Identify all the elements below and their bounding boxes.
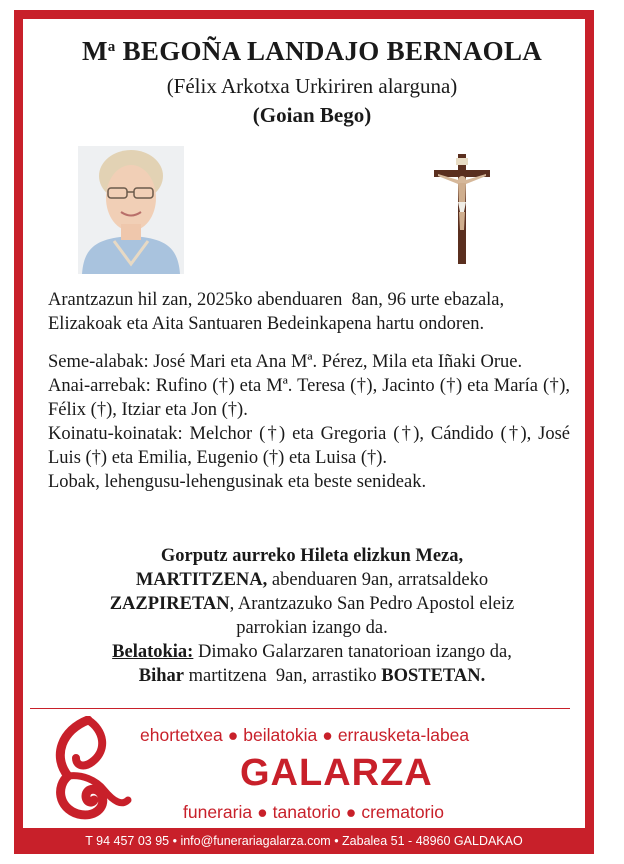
brand-name: GALARZA <box>240 752 433 794</box>
death-notice-line-1: Arantzazun hil zan, 2025ko abenduaren 8an, 96 urte ebazala, <box>48 290 505 310</box>
divider-line <box>30 708 570 709</box>
mass-line-4: parrokian izango da. <box>236 618 388 638</box>
wake-line: Belatokia: Dimako Galarzaren tanatorioan izango da, <box>112 642 512 662</box>
wake-time-line: Bihar martitzena 9an, arrastiko BOSTETAN. <box>138 666 486 686</box>
mass-line-1: Gorputz aurreko Hileta elizkun Meza, <box>160 546 464 566</box>
portrait-photo <box>78 146 184 274</box>
widow-of-line: (Félix Arkotxa Urkiriren alarguna) <box>166 74 458 98</box>
deceased-name: $M^a$ BEGOÑA LANDAJO BERNAOLA <box>81 36 543 66</box>
mass-line-3: ZAZPIRETAN, Arantzazuko San Pedro Apostol eleiz <box>109 594 515 614</box>
family-list <box>48 350 570 494</box>
contact-footer: T 94 457 03 95 • info@funerariagalarza.com • Zabalea 51 - 48960 GALDAKAO <box>14 828 594 854</box>
services-top: ehortetxea ● beilatokia ● errausketa-labea <box>140 725 470 745</box>
galarza-logo-icon <box>48 716 132 829</box>
mass-line-2: MARTITZENA, abenduaren 9an, arratsaldeko <box>135 570 489 590</box>
other-relatives-line: Lobak, lehengusu-lehengusinak eta beste senideak. <box>48 472 427 492</box>
in-laws-line: Koinatu-koinatak: Melchor (†) eta Gregoria (†), Cándido (†), José Luis (†) eta Emilia, Eugenio (†) eta Luisa (†). <box>48 424 570 468</box>
nickname-line: (Goian Bego) <box>252 103 372 127</box>
funeral-mass-info <box>40 544 584 688</box>
death-notice-line-2: Elizakoak eta Aita Santuaren Bedeinkapena hartu ondoren. <box>48 314 485 334</box>
children-line: Seme-alabak: José Mari eta Ana Mª. Pérez, Mila eta Iñaki Orue. <box>48 352 523 372</box>
services-bottom: funeraria ● tanatorio ● crematorio <box>183 802 445 822</box>
siblings-line: Anai-arrebak: Rufino (†) eta Mª. Teresa (†), Jacinto (†) eta María (†), Félix (†), Itziar eta Jon (†). <box>48 376 570 420</box>
death-notice <box>48 288 578 336</box>
crucifix-icon <box>432 154 492 269</box>
